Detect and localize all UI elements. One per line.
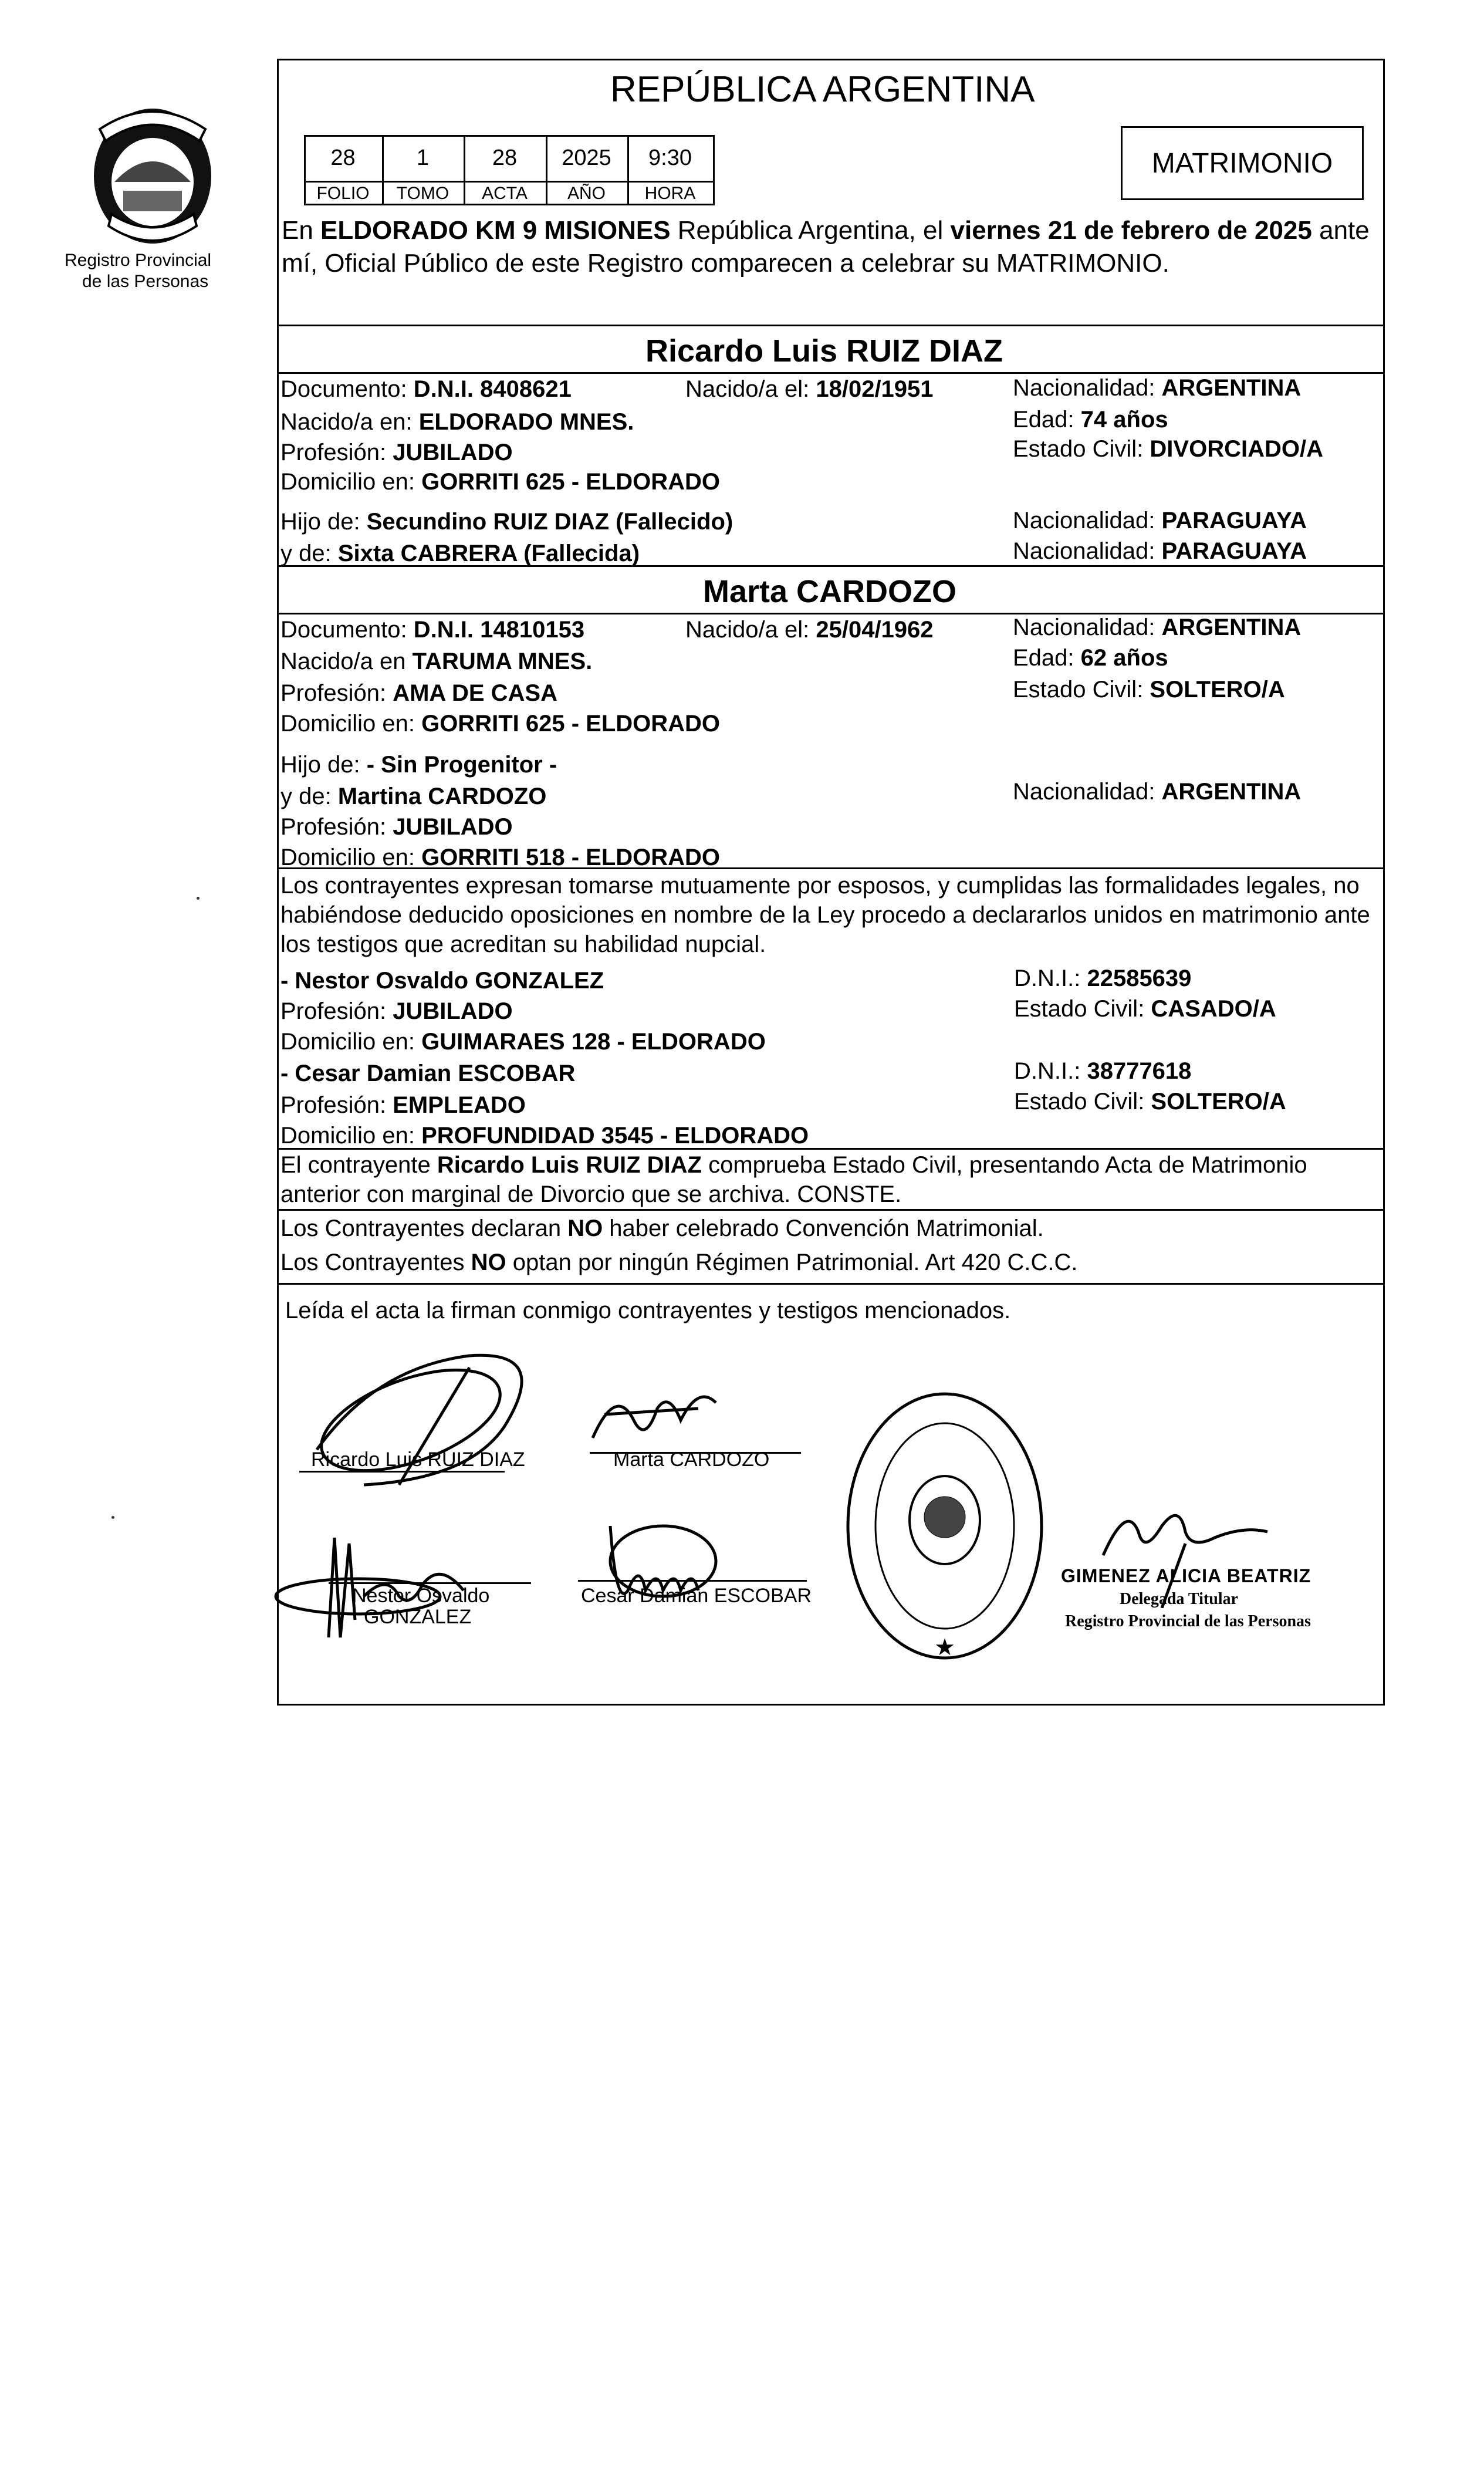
c2-father: Hijo de: - Sin Progenitor - xyxy=(280,752,557,778)
witness1-dni: D.N.I.: 22585639 xyxy=(1014,965,1192,991)
official-role: Delegada Titular xyxy=(1120,1590,1238,1608)
contrayente1-name: Ricardo Luis RUIZ DIAZ xyxy=(645,333,1003,369)
hora-value: 9:30 xyxy=(648,145,692,170)
witness2-name: - Cesar Damian ESCOBAR xyxy=(280,1061,576,1086)
registry-name-line1: Registro Provincial xyxy=(65,251,212,270)
hora-label: HORA xyxy=(644,184,696,203)
intro-line2: mí, Oficial Público de este Registro comparecen a celebrar su MATRIMONIO. xyxy=(282,249,1169,278)
c1-mother: y de: Sixta CABRERA (Fallecida) xyxy=(280,541,640,566)
record-table xyxy=(304,135,715,205)
witness2-address: Domicilio en: PROFUNDIDAD 3545 - ELDORADO xyxy=(280,1123,809,1149)
place: ELDORADO KM 9 MISIONES xyxy=(320,216,671,245)
c2-nationality: Nacionalidad: ARGENTINA xyxy=(1013,614,1302,640)
c2-mother-nationality: Nacionalidad: ARGENTINA xyxy=(1013,779,1302,805)
declaration-line1: Los contrayentes expresan tomarse mutuamente por esposos, y cumplidas las formalidades legales, no xyxy=(280,873,1360,899)
acta-label: ACTA xyxy=(482,184,528,203)
contrayente2-name: Marta CARDOZO xyxy=(703,574,957,609)
signature-marta xyxy=(581,1373,733,1455)
registry-seal xyxy=(839,1385,1050,1667)
signature-label-nestor-l1: Nestor Osvaldo xyxy=(352,1585,490,1607)
registry-name-line2: de las Personas xyxy=(82,272,209,291)
folio-label: FOLIO xyxy=(316,184,370,203)
act-type: MATRIMONIO xyxy=(1151,147,1333,179)
folio-value: 28 xyxy=(330,145,356,170)
svg-text:★: ★ xyxy=(934,1635,955,1660)
tomo-label: TOMO xyxy=(396,184,449,203)
c1-birth-date: Nacido/a el: 18/02/1951 xyxy=(685,376,934,402)
note-line2: anterior con marginal de Divorcio que se archiva. CONSTE. xyxy=(280,1181,902,1207)
anio-value: 2025 xyxy=(562,145,611,170)
witness2-dni: D.N.I.: 38777618 xyxy=(1014,1058,1192,1084)
c1-father-nationality: Nacionalidad: PARAGUAYA xyxy=(1013,508,1307,533)
c1-civil-status: Estado Civil: DIVORCIADO/A xyxy=(1013,436,1323,462)
signature-ricardo xyxy=(293,1344,575,1497)
witness2-profession: Profesión: EMPLEADO xyxy=(280,1092,526,1118)
c2-civil-status: Estado Civil: SOLTERO/A xyxy=(1013,677,1285,703)
anio-label: AÑO xyxy=(567,184,606,203)
act-type-box xyxy=(1121,126,1364,200)
c1-mother-nationality: Nacionalidad: PARAGUAYA xyxy=(1013,538,1307,564)
witness1-name: - Nestor Osvaldo GONZALEZ xyxy=(280,968,604,994)
c2-mother-profession: Profesión: JUBILADO xyxy=(280,814,513,840)
intro-line1: En ELDORADO KM 9 MISIONES República Argentina, el viernes 21 de febrero de 2025 ante xyxy=(282,216,1370,245)
c2-birth-place: Nacido/a en TARUMA MNES. xyxy=(280,649,593,674)
signature-label-nestor-l2: GONZALEZ xyxy=(364,1606,472,1628)
closing-text: Leída el acta la firman conmigo contrayentes y testigos mencionados. xyxy=(285,1298,1011,1323)
signature-label-ricardo: Ricardo Luis RUIZ DIAZ xyxy=(311,1448,525,1471)
c1-address: Domicilio en: GORRITI 625 - ELDORADO xyxy=(280,469,721,495)
witness1-civil-status: Estado Civil: CASADO/A xyxy=(1014,996,1276,1022)
c2-mother: y de: Martina CARDOZO xyxy=(280,784,547,809)
regime-statement: Los Contrayentes NO optan por ningún Régimen Patrimonial. Art 420 C.C.C. xyxy=(280,1249,1078,1275)
convention-statement: Los Contrayentes declaran NO haber celebrado Convención Matrimonial. xyxy=(280,1215,1044,1241)
c1-birth-place: Nacido/a en: ELDORADO MNES. xyxy=(280,409,634,435)
witness2-civil-status: Estado Civil: SOLTERO/A xyxy=(1014,1089,1286,1115)
declaration-line3: los testigos que acreditan su habilidad nupcial. xyxy=(280,931,766,957)
c1-profession: Profesión: JUBILADO xyxy=(280,440,513,465)
witness1-profession: Profesión: JUBILADO xyxy=(280,998,513,1024)
c2-birth-date: Nacido/a el: 25/04/1962 xyxy=(685,617,934,643)
signature-label-cesar: Cesar Damian ESCOBAR xyxy=(581,1585,812,1607)
c1-father: Hijo de: Secundino RUIZ DIAZ (Fallecido) xyxy=(280,509,733,535)
country-title: REPÚBLICA ARGENTINA xyxy=(610,69,1035,110)
province-emblem xyxy=(82,94,223,252)
c2-document: Documento: D.N.I. 14810153 xyxy=(280,617,585,643)
c1-nationality: Nacionalidad: ARGENTINA xyxy=(1013,375,1302,401)
c2-age: Edad: 62 años xyxy=(1013,645,1168,671)
c2-mother-address: Domicilio en: GORRITI 518 - ELDORADO xyxy=(280,845,721,870)
c1-age: Edad: 74 años xyxy=(1013,407,1168,433)
date: viernes 21 de febrero de 2025 xyxy=(950,216,1312,245)
c1-document: Documento: D.N.I. 8408621 xyxy=(280,376,572,402)
witness1-address: Domicilio en: GUIMARAES 128 - ELDORADO xyxy=(280,1029,766,1055)
acta-value: 28 xyxy=(492,145,518,170)
tomo-value: 1 xyxy=(416,145,430,170)
c2-address: Domicilio en: GORRITI 625 - ELDORADO xyxy=(280,711,721,737)
signature-label-marta: Marta CARDOZO xyxy=(613,1448,770,1471)
official-org: Registro Provincial de las Personas xyxy=(1065,1612,1311,1630)
c2-profession: Profesión: AMA DE CASA xyxy=(280,680,557,706)
note-line1: El contrayente Ricardo Luis RUIZ DIAZ comprueba Estado Civil, presentando Acta de Matrimonio xyxy=(280,1152,1307,1178)
declaration-line2: habiéndose deducido oposiciones en nombre de la Ley procedo a declararlos unidos en matrimonio ante xyxy=(280,902,1370,928)
official-name: GIMENEZ ALICIA BEATRIZ xyxy=(1061,1565,1311,1586)
